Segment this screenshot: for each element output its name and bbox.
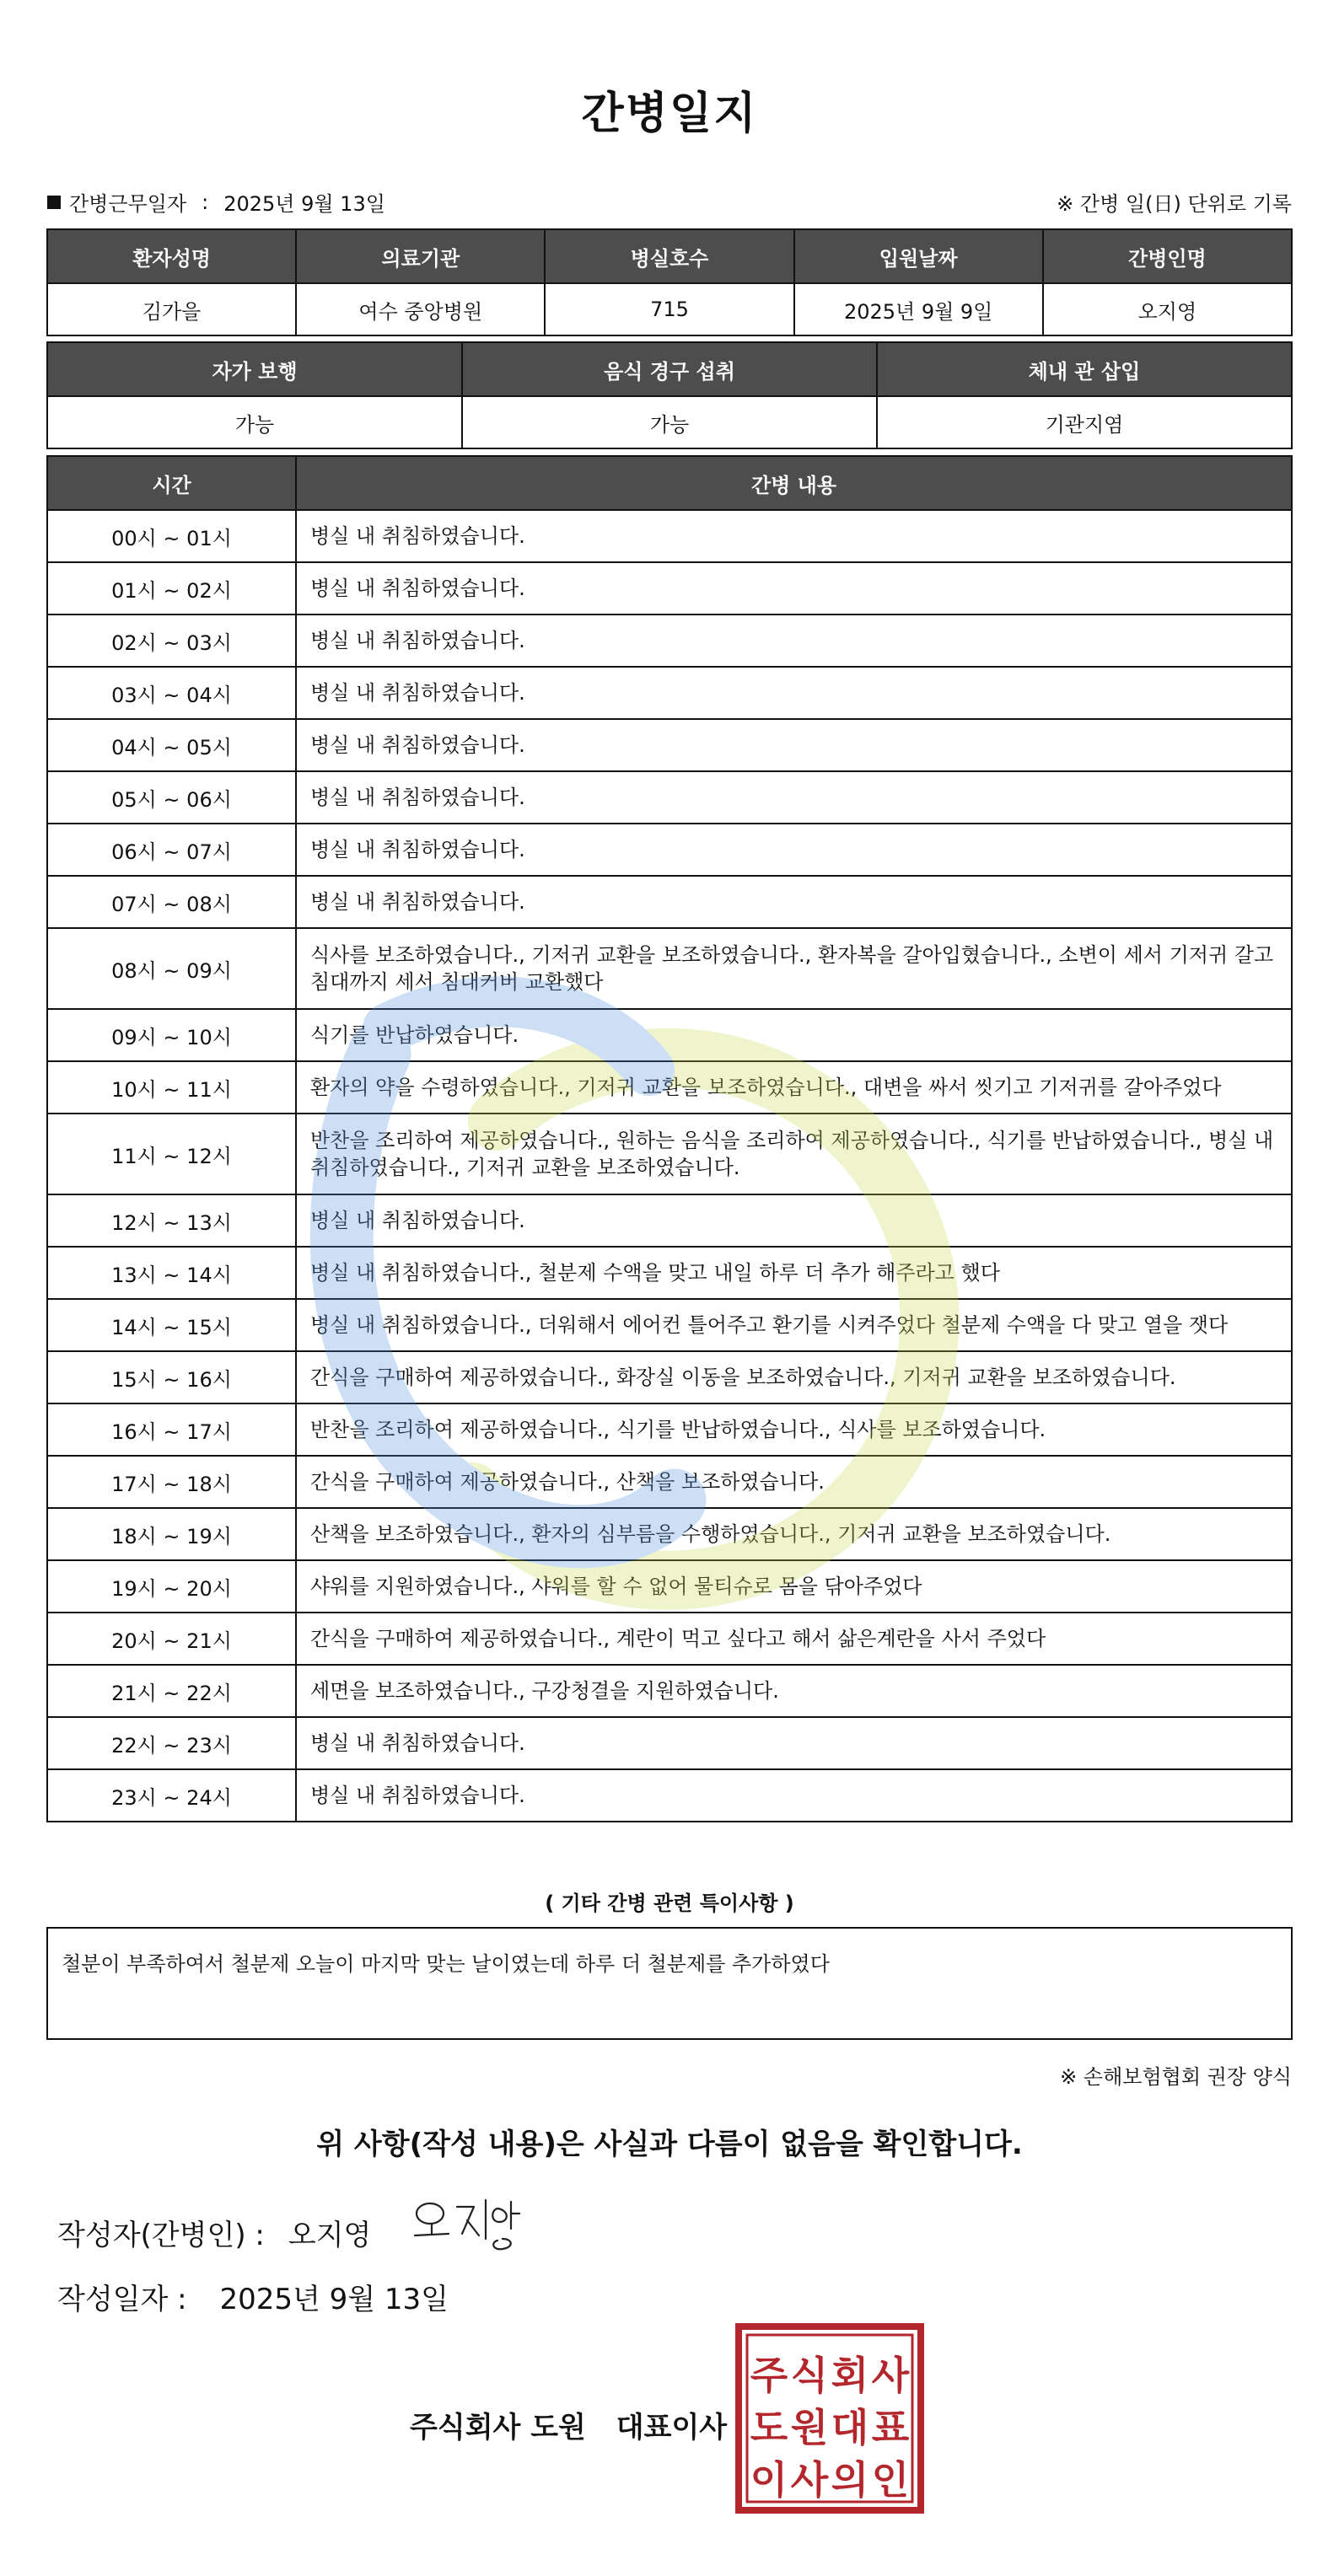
table-row: [47, 1299, 1292, 1351]
table-row: [47, 562, 1292, 614]
table-row: [47, 1560, 1292, 1613]
time-cell: 20시 ~ 21시: [47, 1613, 296, 1665]
content-cell: 병실 내 취침하였습니다.: [296, 1769, 1292, 1822]
table-row: [47, 1247, 1292, 1299]
care-log-table: [46, 455, 1293, 1822]
seal-glyph: 도: [750, 2405, 788, 2450]
hospital-header: 의료기관: [296, 229, 545, 283]
table-row: [47, 667, 1292, 719]
unit-note: ※ 간병 일(日) 단위로 기록: [1057, 192, 1292, 216]
page-title: 간병일지: [581, 89, 758, 139]
status-header-row: [47, 342, 1292, 396]
work-date-label: 간병근무일자: [69, 192, 187, 216]
seal-glyph: 의: [831, 2457, 869, 2503]
confirmation-statement: 위 사항(작성 내용)은 사실과 다름이 없음을 확인합니다.: [316, 2128, 1023, 2161]
remarks-title: ( 기타 간병 관련 특이사항 ): [545, 1892, 794, 1915]
form-note: ※ 손해보험협회 권장 양식: [1060, 2065, 1292, 2089]
patient-name-value: 김가을: [47, 283, 296, 335]
oral-intake-value: 가능: [462, 396, 877, 448]
time-cell: 21시 ~ 22시: [47, 1665, 296, 1717]
seal-glyph: 식: [790, 2353, 829, 2398]
table-row: [47, 928, 1292, 1009]
time-cell: 01시 ~ 02시: [47, 562, 296, 614]
time-cell: 09시 ~ 10시: [47, 1009, 296, 1061]
table-row: [47, 1665, 1292, 1717]
seal-glyph: 인: [871, 2457, 910, 2503]
date-label: 작성일자 :: [57, 2283, 187, 2316]
time-cell: 08시 ~ 09시: [47, 928, 296, 1009]
status-value-row: [47, 396, 1292, 448]
seal-glyph: 대: [831, 2405, 869, 2450]
seal-glyph: 회: [831, 2353, 869, 2398]
table-row: [47, 876, 1292, 928]
company-line: [410, 2404, 727, 2445]
seal-glyph: 사: [790, 2457, 829, 2503]
work-date-separator: :: [202, 190, 209, 214]
content-cell: 병실 내 취침하였습니다.: [296, 510, 1292, 562]
room-value: 715: [545, 283, 793, 335]
content-cell: 병실 내 취침하였습니다.: [296, 719, 1292, 771]
patient-name-header: 환자성명: [47, 229, 296, 283]
table-row: [47, 1009, 1292, 1061]
content-cell: 식사를 보조하였습니다., 기저귀 교환을 보조하였습니다., 환자복을 갈아입혔습니다., 소변이 세서 기저귀 갈고 침대까지 세서 침대커버 교환했다: [296, 928, 1292, 1009]
content-cell: 반찬을 조리하여 제공하였습니다., 식기를 반납하였습니다., 식사를 보조하였습니다.: [296, 1403, 1292, 1456]
signer-label: 작성자(간병인) :: [57, 2219, 265, 2252]
table-row: [47, 1061, 1292, 1114]
signer-line: [57, 2212, 371, 2253]
table-row: [47, 824, 1292, 876]
content-cell: 병실 내 취침하였습니다.: [296, 614, 1292, 667]
table-row: [47, 1456, 1292, 1508]
content-cell: 환자의 약을 수령하였습니다., 기저귀 교환을 보조하였습니다., 대변을 싸서 씻기고 기저귀를 갈아주었다: [296, 1061, 1292, 1114]
admission-date-header: 입원날짜: [794, 229, 1043, 283]
time-cell: 02시 ~ 03시: [47, 614, 296, 667]
walking-header: 자가 보행: [47, 342, 462, 396]
date-value: 2025년 9월 13일: [219, 2283, 449, 2316]
content-cell: 간식을 구매하여 제공하였습니다., 화장실 이동을 보조하였습니다., 기저귀 교환을 보조하였습니다.: [296, 1351, 1292, 1403]
hospital-value: 여수 중앙병원: [296, 283, 545, 335]
content-cell: 병실 내 취침하였습니다.: [296, 1194, 1292, 1247]
time-cell: 18시 ~ 19시: [47, 1508, 296, 1560]
content-cell: 세면을 보조하였습니다., 구강청결을 지원하였습니다.: [296, 1665, 1292, 1717]
square-bullet-icon: [47, 196, 61, 209]
room-header: 병실호수: [545, 229, 793, 283]
content-cell: 병실 내 취침하였습니다., 더워해서 에어컨 틀어주고 환기를 시켜주었다 철분제 수액을 다 맞고 열을 잿다: [296, 1299, 1292, 1351]
table-row: [47, 1613, 1292, 1665]
table-row: [47, 1351, 1292, 1403]
time-cell: 05시 ~ 06시: [47, 771, 296, 824]
table-row: [47, 719, 1292, 771]
seal-glyph: 원: [790, 2405, 829, 2450]
time-cell: 00시 ~ 01시: [47, 510, 296, 562]
content-cell: 병실 내 취침하였습니다., 철분제 수액을 맞고 내일 하루 더 추가 해주라고 했다: [296, 1247, 1292, 1299]
time-cell: 15시 ~ 16시: [47, 1351, 296, 1403]
caregiver-header: 간병인명: [1043, 229, 1292, 283]
content-header: 간병 내용: [296, 456, 1292, 510]
time-cell: 03시 ~ 04시: [47, 667, 296, 719]
content-cell: 간식을 구매하여 제공하였습니다., 산책을 보조하였습니다.: [296, 1456, 1292, 1508]
date-line: [57, 2276, 449, 2317]
table-row: [47, 1403, 1292, 1456]
table-row: [47, 1194, 1292, 1247]
oral-intake-header: 음식 경구 섭취: [462, 342, 877, 396]
content-cell: 산책을 보조하였습니다., 환자의 심부름을 수행하였습니다., 기저귀 교환을 보조하였습니다.: [296, 1508, 1292, 1560]
content-cell: 간식을 구매하여 제공하였습니다., 계란이 먹고 싶다고 해서 삶은계란을 사서 주었다: [296, 1613, 1292, 1665]
table-row: [47, 771, 1292, 824]
work-date-value: 2025년 9월 13일: [223, 192, 385, 216]
time-header: 시간: [47, 456, 296, 510]
caregiver-value: 오지영: [1043, 283, 1292, 335]
time-cell: 06시 ~ 07시: [47, 824, 296, 876]
time-cell: 23시 ~ 24시: [47, 1769, 296, 1822]
signer-name: 오지영: [288, 2219, 372, 2252]
table-row: [47, 1717, 1292, 1769]
tube-insertion-value: 기관지염: [877, 396, 1292, 448]
log-header-row: [47, 456, 1292, 510]
seal-glyph: 사: [871, 2353, 910, 2398]
content-cell: 병실 내 취침하였습니다.: [296, 1717, 1292, 1769]
table-row: [47, 1114, 1292, 1194]
time-cell: 19시 ~ 20시: [47, 1560, 296, 1613]
time-cell: 13시 ~ 14시: [47, 1247, 296, 1299]
content-cell: 병실 내 취침하였습니다.: [296, 876, 1292, 928]
work-date-line: [47, 187, 385, 217]
time-cell: 22시 ~ 23시: [47, 1717, 296, 1769]
patient-value-row: [47, 283, 1292, 335]
handwritten-signature: [410, 2192, 536, 2252]
table-row: [47, 1769, 1292, 1822]
time-cell: 14시 ~ 15시: [47, 1299, 296, 1351]
content-cell: 병실 내 취침하였습니다.: [296, 667, 1292, 719]
patient-status-table: [46, 341, 1293, 449]
time-cell: 11시 ~ 12시: [47, 1114, 296, 1194]
time-cell: 04시 ~ 05시: [47, 719, 296, 771]
time-cell: 07시 ~ 08시: [47, 876, 296, 928]
patient-header-row: [47, 229, 1292, 283]
content-cell: 병실 내 취침하였습니다.: [296, 824, 1292, 876]
company-role: 대표이사: [616, 2411, 728, 2445]
content-cell: 병실 내 취침하였습니다.: [296, 771, 1292, 824]
content-cell: 반찬을 조리하여 제공하였습니다., 원하는 음식을 조리하여 제공하였습니다., 식기를 반납하였습니다., 병실 내 취침하였습니다., 기저귀 교환을 보조하였습니다.: [296, 1114, 1292, 1194]
time-cell: 16시 ~ 17시: [47, 1403, 296, 1456]
table-row: [47, 1508, 1292, 1560]
table-row: [47, 510, 1292, 562]
patient-info-table: [46, 228, 1293, 336]
remarks-box: 철분이 부족하여서 철분제 오늘이 마지막 맞는 날이였는데 하루 더 철분제를 추가하였다: [46, 1927, 1293, 2040]
time-cell: 10시 ~ 11시: [47, 1061, 296, 1114]
seal-glyph: 표: [871, 2405, 910, 2450]
company-seal-stamp: [735, 2323, 924, 2514]
content-cell: 병실 내 취침하였습니다.: [296, 562, 1292, 614]
admission-date-value: 2025년 9월 9일: [794, 283, 1043, 335]
tube-insertion-header: 체내 관 삽입: [877, 342, 1292, 396]
table-row: [47, 614, 1292, 667]
company-name: 주식회사 도원: [410, 2411, 586, 2445]
seal-glyph: 주: [750, 2353, 788, 2398]
seal-glyph: 이: [750, 2457, 788, 2503]
time-cell: 12시 ~ 13시: [47, 1194, 296, 1247]
time-cell: 17시 ~ 18시: [47, 1456, 296, 1508]
content-cell: 샤워를 지원하였습니다., 샤워를 할 수 없어 물티슈로 몸을 닦아주었다: [296, 1560, 1292, 1613]
walking-value: 가능: [47, 396, 462, 448]
content-cell: 식기를 반납하였습니다.: [296, 1009, 1292, 1061]
